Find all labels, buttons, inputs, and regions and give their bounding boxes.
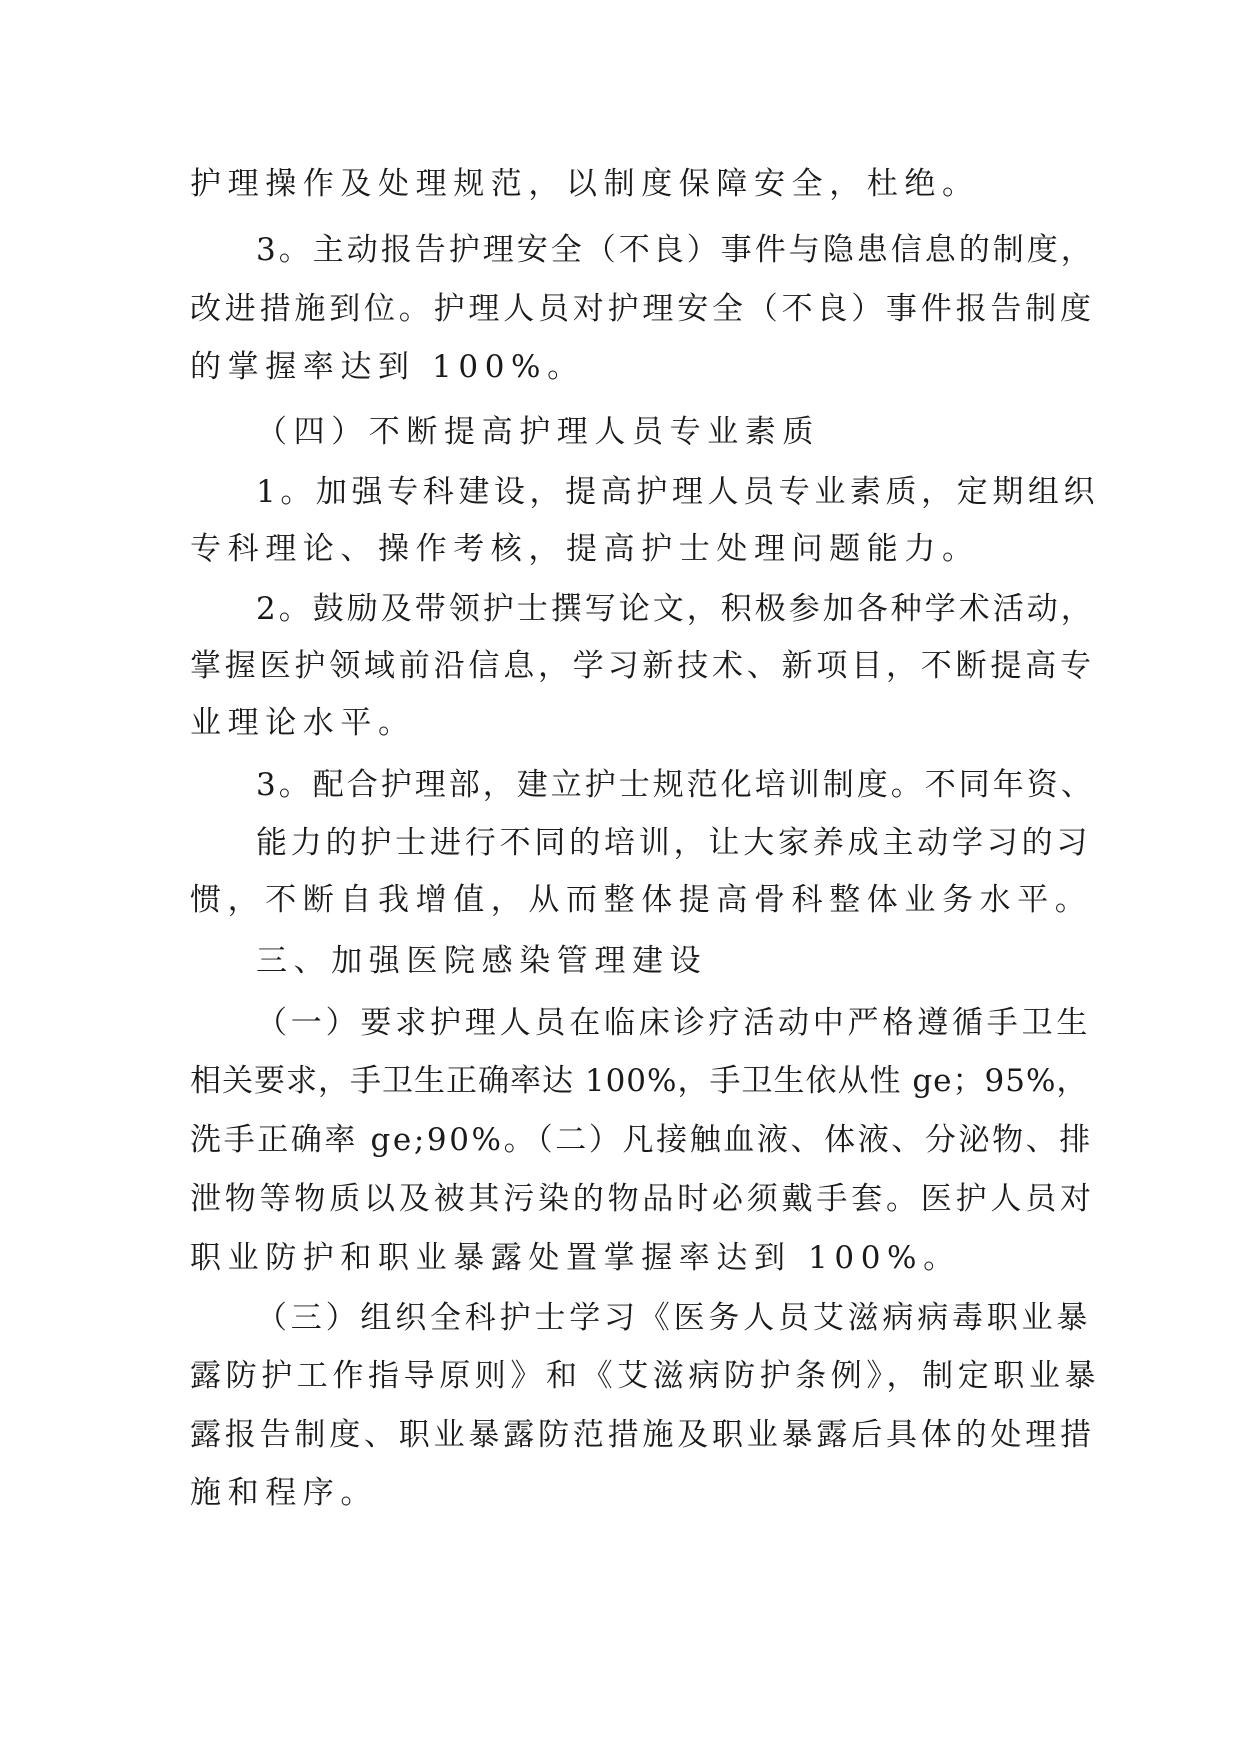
text-line: （一）要求护理人员在临床诊疗活动中严格遵循手卫生 xyxy=(256,1005,1092,1041)
text-line: 业理论水平。 xyxy=(190,705,416,741)
section-heading: 三、加强医院感染管理建设 xyxy=(256,943,708,979)
text-line: 泄物等物质以及被其污染的物品时必须戴手套。医护人员对 xyxy=(190,1181,1095,1217)
text-line: 职业防护和职业暴露处置掌握率达到 100%。 xyxy=(190,1240,961,1276)
text-line: 3。配合护理部，建立护士规范化培训制度。不同年资、 xyxy=(256,767,1095,803)
section-heading: （四）不断提高护理人员专业素质 xyxy=(256,414,820,450)
text-line: 1。加强专科建设，提高护理人员专业素质，定期组织 xyxy=(256,474,1100,510)
text-line: 露防护工作指导原则》和《艾滋病防护条例》，制定职业暴 xyxy=(190,1358,1101,1394)
text-line: 洗手正确率 ge;90%。（二）凡接触血液、体液、分泌物、排 xyxy=(190,1122,1093,1158)
text-line: 施和程序。 xyxy=(190,1475,378,1511)
text-line: 专科理论、操作考核，提高护士处理问题能力。 xyxy=(190,531,980,567)
text-line: 相关要求，手卫生正确率达 100%，手卫生依从性 ge；95%， xyxy=(190,1063,1089,1099)
text-line: 改进措施到位。护理人员对护理安全（不良）事件报告制度 xyxy=(190,291,1095,327)
text-line: 3。主动报告护理安全（不良）事件与隐患信息的制度， xyxy=(256,232,1095,268)
text-line: 露报告制度、职业暴露防范措施及职业暴露后具体的处理措 xyxy=(190,1417,1095,1453)
text-line: 2。鼓励及带领护士撰写论文，积极参加各种学术活动， xyxy=(256,591,1095,627)
text-line: 护理操作及处理规范，以制度保障安全，杜绝。 xyxy=(190,166,980,202)
text-line: 能力的护士进行不同的培训，让大家养成主动学习的习 xyxy=(256,825,1092,861)
text-line: 惯，不断自我增值，从而整体提高骨科整体业务水平。 xyxy=(190,882,1093,918)
text-line: （三）组织全科护士学习《医务人员艾滋病病毒职业暴 xyxy=(256,1300,1092,1336)
text-line: 掌握医护领域前沿信息，学习新技术、新项目，不断提高专 xyxy=(190,648,1095,684)
text-line: 的掌握率达到 100%。 xyxy=(190,349,585,385)
